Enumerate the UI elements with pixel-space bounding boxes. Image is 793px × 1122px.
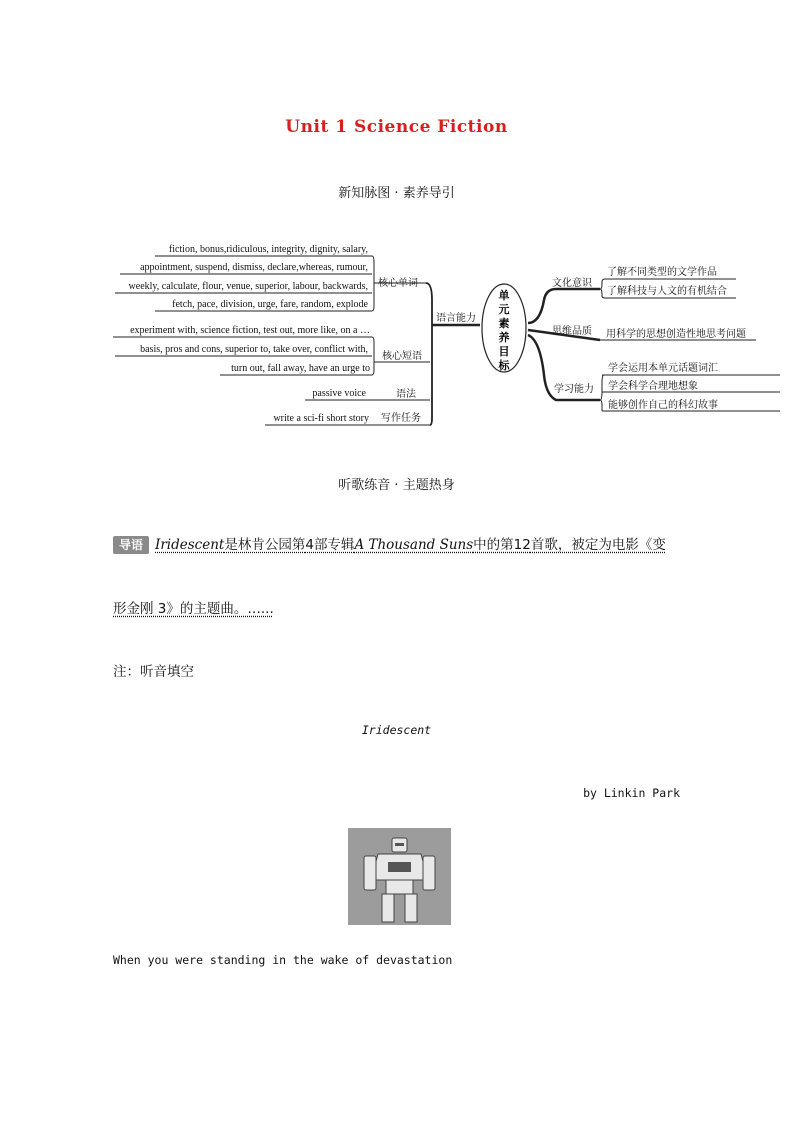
thinking-label: 思维品质 [552, 326, 592, 337]
learning-item: 能够创作自己的科幻故事 [608, 400, 718, 411]
center-char: 养 [498, 331, 510, 344]
center-char: 元 [498, 303, 510, 316]
song-name: Iridescent [155, 537, 225, 553]
section-heading-mindmap: 新知脉图 · 素养导引 [338, 186, 455, 201]
learning-item: 学会运用本单元话题词汇 [608, 363, 718, 374]
core-phrases-label: 核心短语 [382, 351, 422, 362]
core-word-line: fiction, bonus,ridiculous, integrity, dignity, salary, [168, 244, 368, 255]
writing-item: write a sci-fi short story [273, 413, 369, 424]
core-phrase-line: experiment with, science fiction, test out, more like, on a … [130, 325, 370, 336]
intro-text: 是林肯公园第 [224, 537, 306, 553]
mind-map [0, 0, 793, 460]
core-phrases [130, 325, 370, 374]
page-title: Unit 1 Science Fiction [285, 117, 508, 137]
learning-label: 学习能力 [554, 384, 594, 395]
song-byline: by Linkin Park [583, 786, 680, 800]
intro-number: 4 [305, 537, 314, 553]
center-node [498, 288, 511, 372]
writing-label: 写作任务 [381, 413, 421, 424]
center-char: 素 [498, 317, 510, 330]
lyric-line: When you were standing in the wake of devastation [113, 953, 453, 967]
center-char: 目 [498, 345, 510, 358]
core-phrase-line: turn out, fall away, have an urge to [231, 363, 370, 374]
grammar-item: passive voice [312, 388, 366, 399]
language-ability-label: 语言能力 [436, 313, 476, 324]
core-words-label: 核心单词 [378, 278, 418, 289]
thinking-item: 用科学的思想创造性地思考问题 [606, 329, 746, 340]
intro-text: 首歌，被定为电影《变 [530, 537, 666, 553]
core-word-line: fetch, pace, division, urge, fare, random, explode [172, 299, 368, 310]
album-name: A Thousand Suns [354, 537, 474, 553]
intro-paragraph [113, 535, 693, 555]
culture-label: 文化意识 [552, 278, 592, 289]
intro-badge: 导语 [113, 536, 149, 554]
core-word-line: weekly, calculate, flour, venue, superior, labour, backwards, [128, 281, 368, 292]
section-heading-song: 听歌练音 · 主题热身 [338, 478, 455, 493]
center-char: 标 [498, 359, 510, 372]
intro-text: 中的第 [473, 537, 514, 553]
intro-text: 部专辑 [313, 537, 355, 553]
culture-item: 了解不同类型的文学作品 [607, 267, 717, 278]
grammar-label: 语法 [396, 389, 416, 400]
transformer-image [348, 828, 451, 925]
core-phrase-line: basis, pros and cons, superior to, take over, conflict with, [140, 344, 368, 355]
core-word-line: appointment, suspend, dismiss, declare,whereas, rumour, [140, 262, 368, 273]
learning-item: 学会科学合理地想象 [608, 381, 698, 392]
intro-number: 12 [513, 537, 531, 553]
culture-item: 了解科技与人文的有机结合 [607, 286, 727, 297]
center-char: 单 [498, 289, 510, 302]
instruction-note: 注：听音填空 [113, 664, 194, 680]
intro-line-2: 形金刚 3》的主题曲。…... [113, 601, 274, 617]
core-words [129, 244, 369, 310]
song-title: Iridescent [361, 723, 432, 737]
